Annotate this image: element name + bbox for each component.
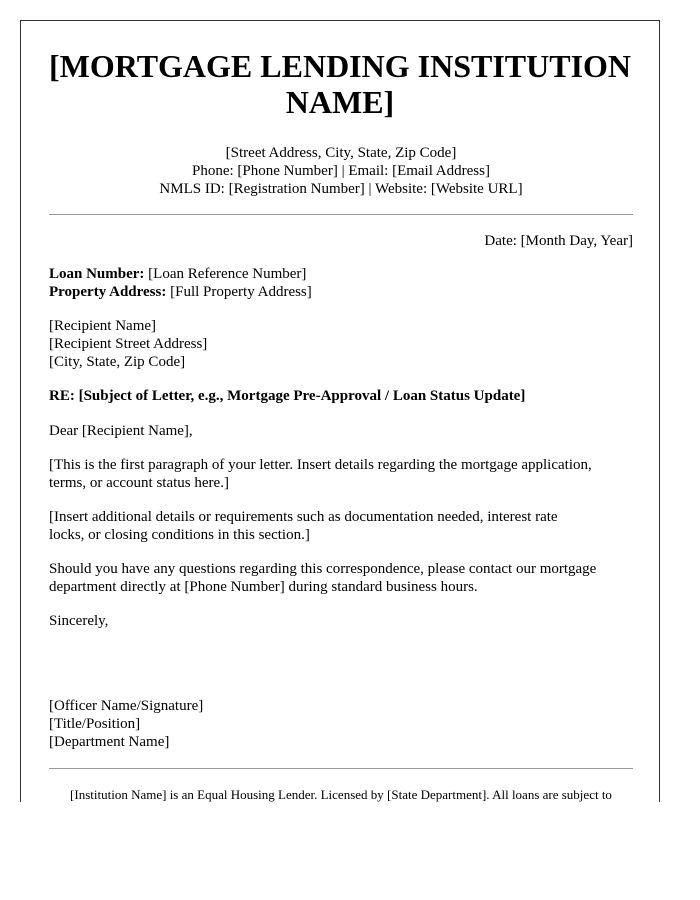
paragraph-2 [49,508,633,544]
paragraph-1 [49,456,633,492]
recipient-block [49,317,633,371]
institution-name: [MORTGAGE LENDING INSTITUTION NAME] [48,48,632,120]
footer-disclaimer: [Institution Name] is an Equal Housing Lender. Licensed by [State Department]. All loans are subject to [70,787,612,802]
recipient-city: [City, State, Zip Code] [49,354,186,370]
officer-name: [Officer Name/Signature] [49,698,204,714]
letterhead-contact [49,144,633,198]
property-address-value: [Full Property Address] [166,284,312,300]
loan-number-label: Loan Number: [49,266,145,282]
institution-address: [Street Address, City, State, Zip Code] [225,145,457,161]
institution-contact: Phone: [Phone Number] | Email: [Email Address] [192,163,490,179]
recipient-name: [Recipient Name] [49,318,157,334]
closing: Sincerely, [49,613,109,629]
subject-line: RE: [Subject of Letter, e.g., Mortgage Pre-Approval / Loan Status Update] [49,388,526,404]
loan-number-value: [Loan Reference Number] [144,266,307,282]
paragraph-line: terms, or account status here.] [49,475,229,491]
footer-divider [49,768,633,769]
header-divider [49,214,633,215]
department-name: [Department Name] [49,734,170,750]
letter-page [20,20,660,802]
recipient-street: [Recipient Street Address] [49,336,208,352]
officer-title: [Title/Position] [49,716,141,732]
salutation: Dear [Recipient Name], [49,423,193,439]
paragraph-line: [This is the first paragraph of your letter. Insert details regarding the mortgage application, [49,457,592,473]
paragraph-3 [49,560,633,596]
loan-info [49,265,633,301]
signature-block [49,697,633,751]
paragraph-line: Should you have any questions regarding this correspondence, please contact our mortgage [49,561,597,577]
institution-nmls: NMLS ID: [Registration Number] | Website: [Website URL] [159,181,523,197]
paragraph-line: [Insert additional details or requirements such as documentation needed, interest rate [49,509,558,525]
paragraph-line: department directly at [Phone Number] during standard business hours. [49,579,478,595]
letter-date: Date: [Month Day, Year] [484,233,633,249]
property-address-label: Property Address: [49,284,167,300]
paragraph-line: locks, or closing conditions in this section.] [49,527,310,543]
